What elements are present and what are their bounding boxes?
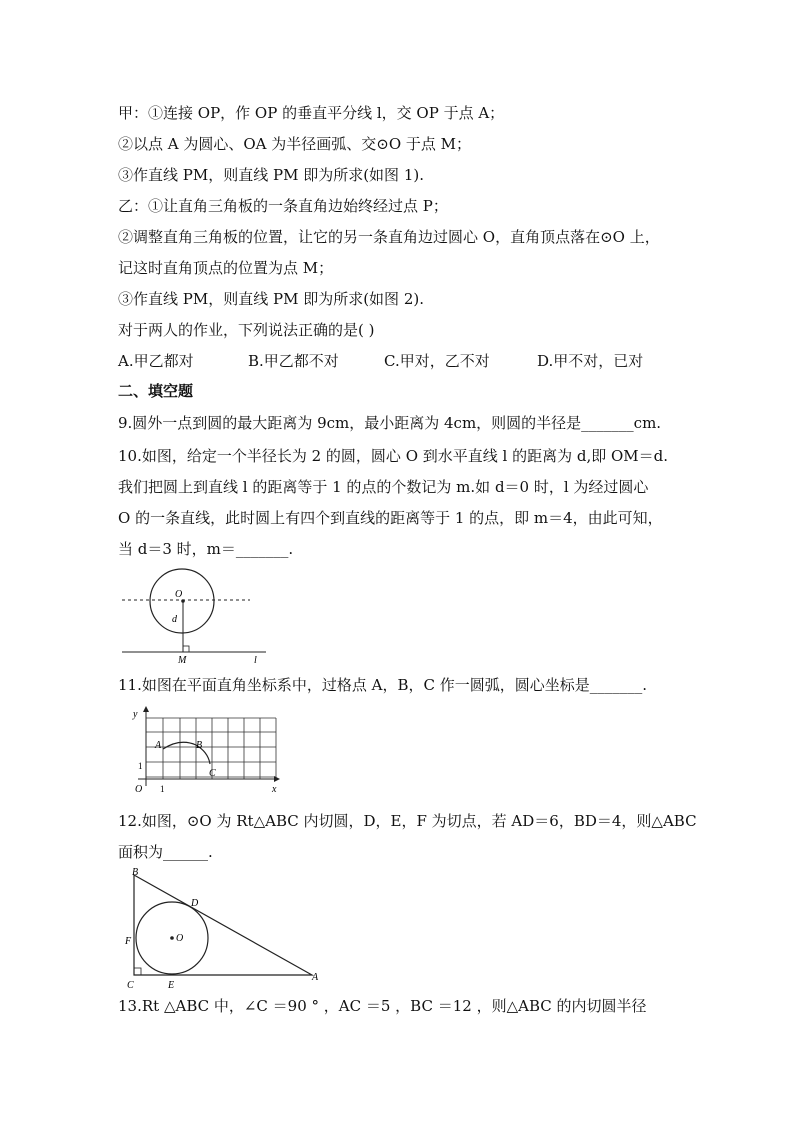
right-angle-mark — [183, 646, 189, 652]
label-d: d — [172, 614, 177, 625]
option-b: B.甲乙都不对 — [248, 352, 339, 370]
label-origin: O — [135, 784, 143, 795]
option-a: A.甲乙都对 — [118, 352, 194, 370]
text-line-1: 甲：①连接 OP，作 OP 的垂直平分线 l，交 OP 于点 A； — [118, 104, 505, 122]
text-line-2: ②以点 A 为圆心、OA 为半径画弧、交⊙O 于点 M； — [118, 135, 472, 153]
figure-q11 — [118, 704, 288, 798]
label-e: E — [168, 980, 175, 991]
label-l: l — [254, 655, 257, 666]
text-line-3: ③作直线 PM，则直线 PM 即为所求(如图 1). — [118, 166, 424, 184]
text-line-6: 记这时直角顶点的位置为点 M； — [118, 259, 334, 277]
question-13: 13.Rt △ABC 中，∠C ＝90 ° ，AC ＝5 ，BC ＝12 ，则△ABC 的内切圆半径 — [118, 997, 647, 1015]
y-axis-arrow — [143, 706, 149, 712]
center-dot — [170, 936, 174, 940]
figure-q10 — [118, 562, 268, 668]
question-stem: 对于两人的作业，下列说法正确的是( ) — [118, 321, 375, 339]
label-b: B — [196, 740, 203, 751]
section-heading: 二、填空题 — [118, 382, 194, 400]
question-9: 9.圆外一点到圆的最大距离为 9cm，最小距离为 4cm，则圆的半径是_______cm. — [118, 414, 662, 432]
question-12-line-1: 12.如图，⊙O 为 Rt△ABC 内切圆，D，E，F 为切点，若 AD＝6，BD＝4，则△ABC — [118, 812, 697, 830]
question-10-line-4: 当 d＝3 时，m＝_______. — [118, 540, 294, 558]
text-line-5: ②调整直角三角板的位置，让它的另一条直角边过圆心 O，直角顶点落在⊙O 上， — [118, 228, 660, 246]
question-10-line-2: 我们把圆上到直线 l 的距离等于 1 的点的个数记为 m.如 d＝0 时，l 为经过圆心 — [118, 478, 649, 496]
text-line-7: ③作直线 PM，则直线 PM 即为所求(如图 2). — [118, 290, 424, 308]
question-10-line-3: O 的一条直线，此时圆上有四个到直线的距离等于 1 的点，即 m＝4，由此可知， — [118, 509, 663, 527]
label-m: M — [178, 655, 187, 666]
triangle-abc — [134, 875, 312, 975]
label-o: O — [176, 933, 184, 944]
option-d: D.甲不对，已对 — [537, 352, 644, 370]
right-angle-mark — [134, 968, 141, 975]
label-b: B — [132, 867, 139, 878]
label-o: O — [175, 589, 183, 600]
label-d: D — [191, 898, 199, 909]
question-12-line-2: 面积为______. — [118, 843, 213, 861]
label-a: A — [312, 972, 319, 983]
label-y: y — [133, 709, 138, 720]
label-y-one: 1 — [138, 761, 143, 771]
question-11: 11.如图在平面直角坐标系中，过格点 A，B，C 作一圆弧，圆心坐标是_______. — [118, 676, 647, 694]
x-axis-arrow — [274, 776, 280, 782]
option-c: C.甲对，乙不对 — [384, 352, 490, 370]
circular-arc — [163, 742, 210, 764]
text-line-4: 乙：①让直角三角板的一条直角边始终经过点 P； — [118, 197, 448, 215]
label-f: F — [125, 936, 132, 947]
label-a: A — [155, 740, 162, 751]
question-10-line-1: 10.如图，给定一个半径长为 2 的圆，圆心 O 到水平直线 l 的距离为 d,即 OM＝d. — [118, 447, 669, 465]
label-x-one: 1 — [160, 784, 165, 794]
label-x: x — [272, 784, 277, 795]
label-c: C — [127, 980, 134, 991]
figure-q12 — [118, 864, 328, 992]
label-c: C — [209, 768, 216, 779]
